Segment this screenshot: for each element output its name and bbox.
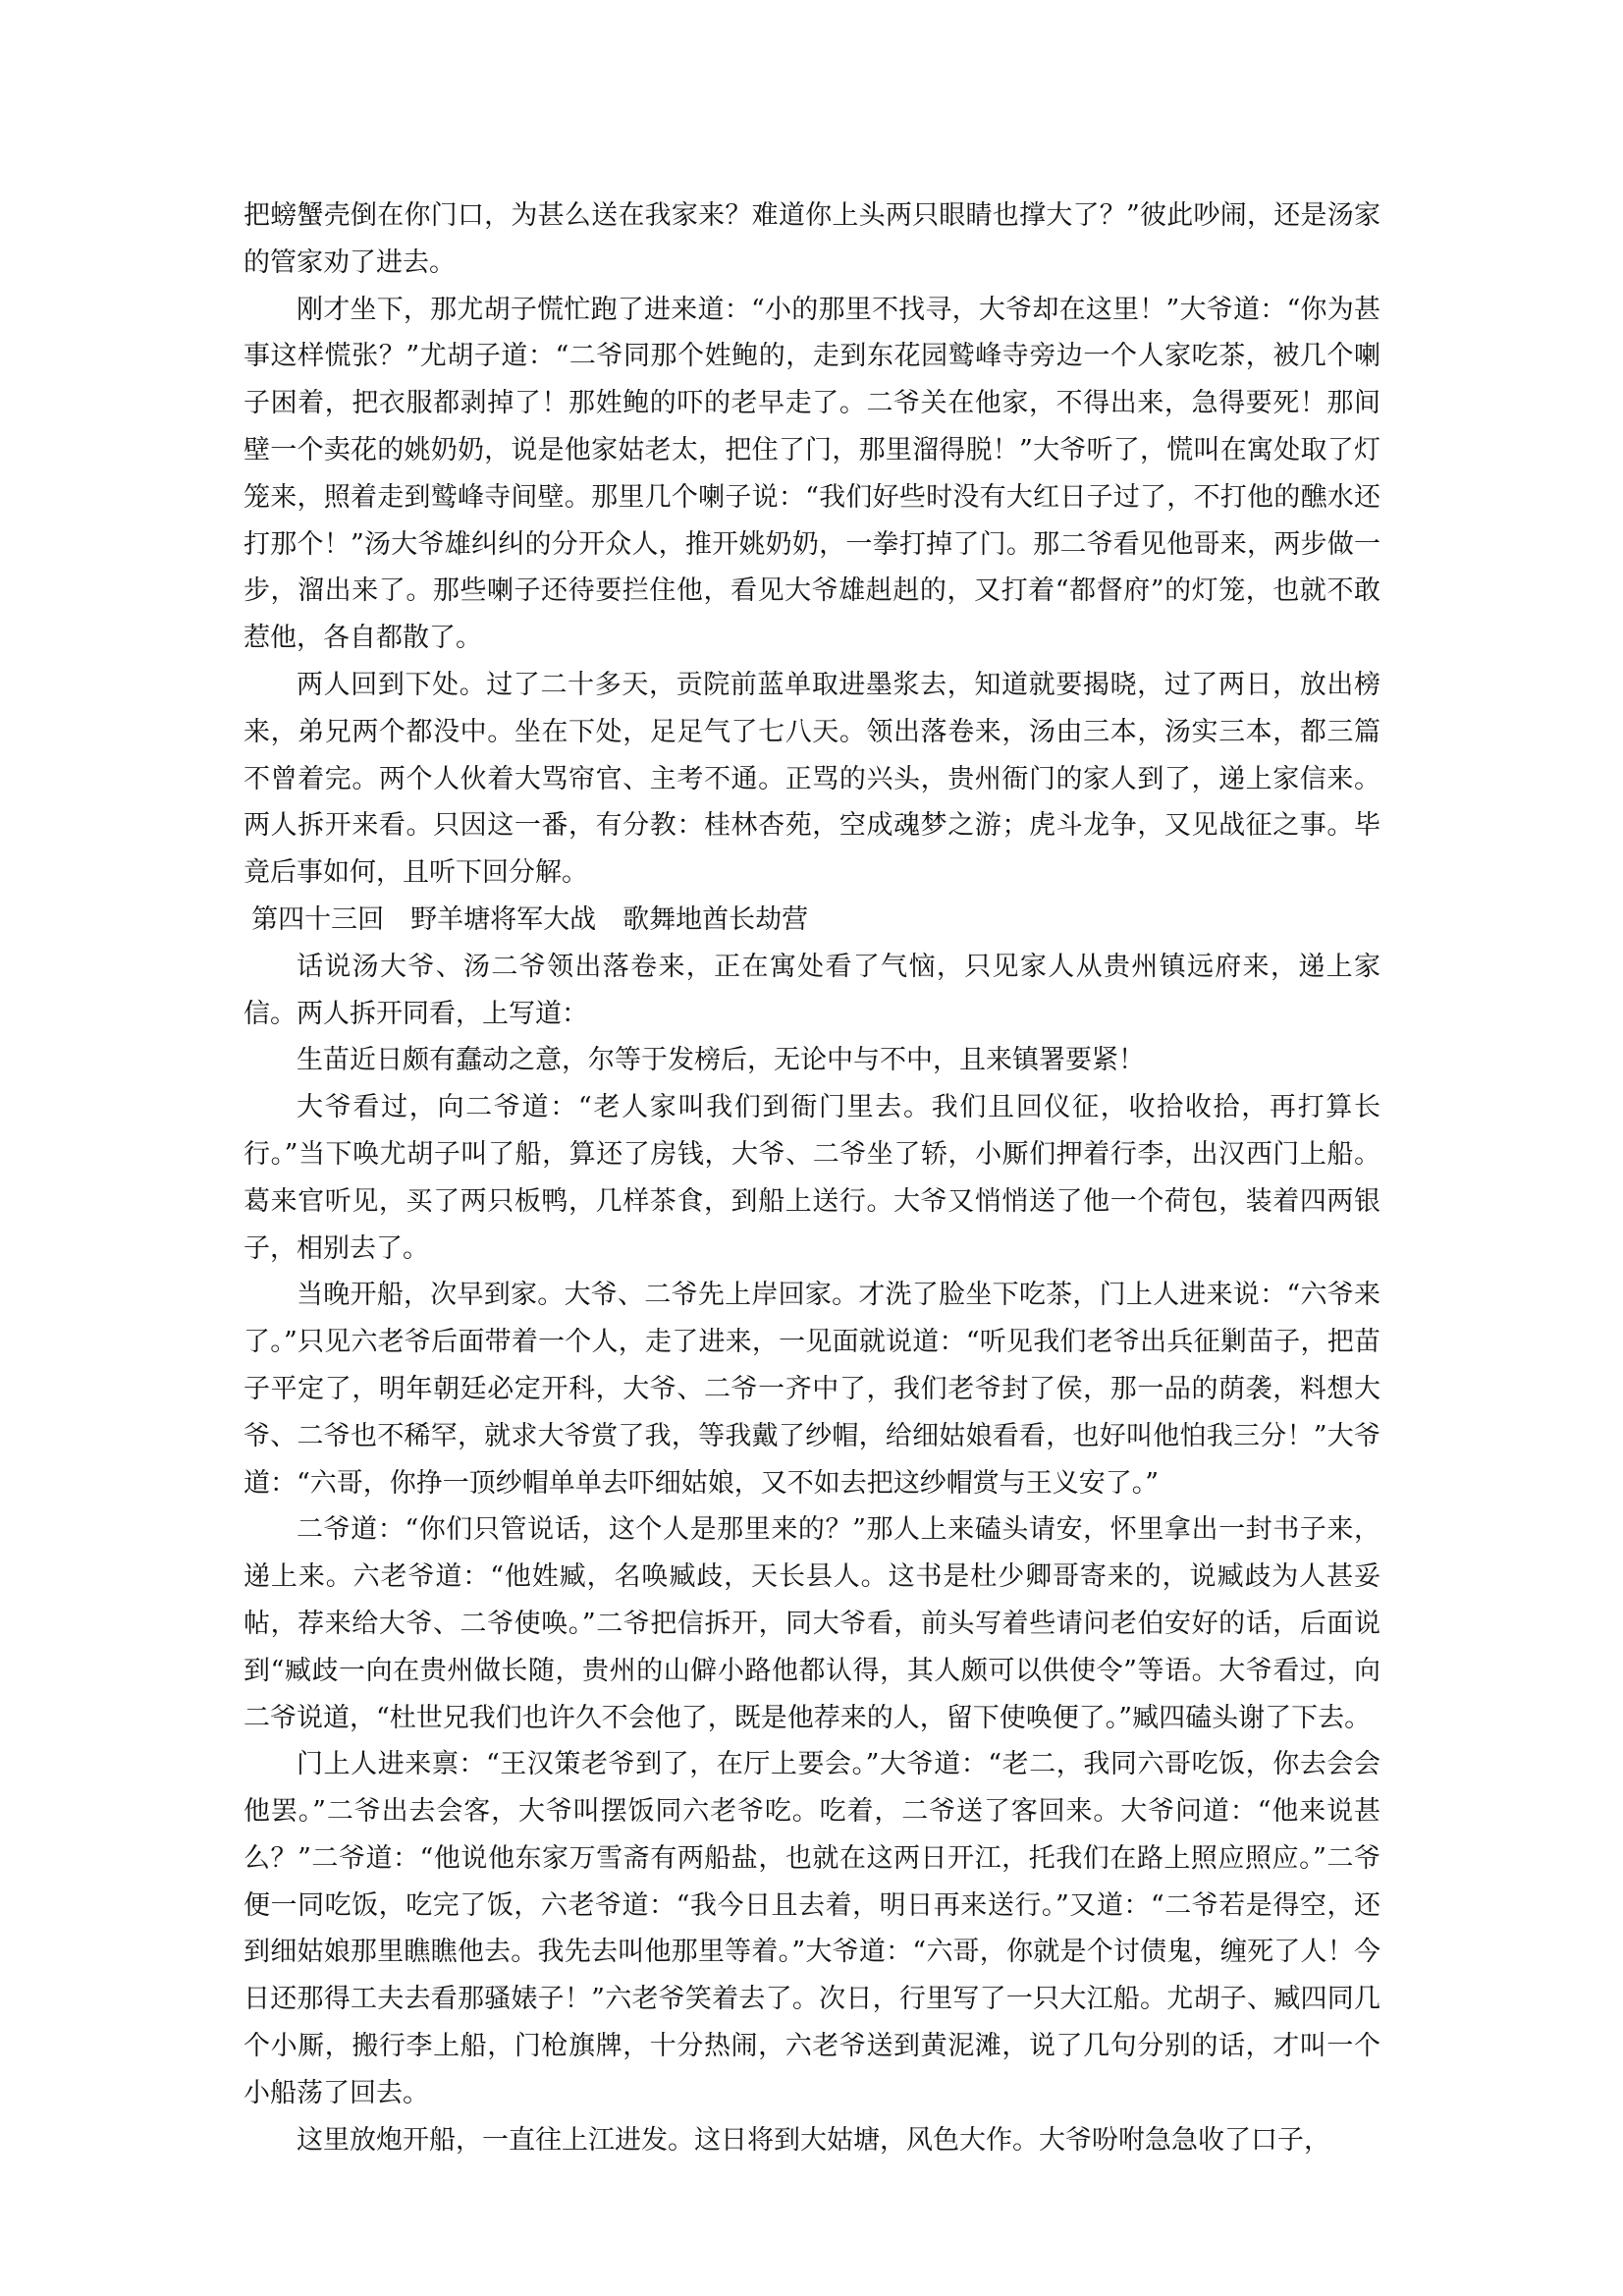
paragraph: 话说汤大爷、汤二爷领出落卷来，正在寓处看了气恼，只见家人从贵州镇远府来，递上家信。两人拆开同看，上写道： [243,951,1380,1029]
letter-quote: 生苗近日颇有蠢动之意，尔等于发榜后，无论中与不中，且来镇署要紧！ [297,1045,1145,1076]
paragraph: 两人回到下处。过了二十多天，贡院前蓝单取进墨浆去，知道就要揭晓，过了两日，放出榜来，弟兄两个都没中。坐在下处，足足气了七八天。领出落卷来，汤由三本，汤实三本，都三篇不曾着完。两个人伙着大骂帘官、主考不通。正骂的兴头，贵州衙门的家人到了，递上家信来。两人拆开来看。只因这一番，有分教：桂林杏苑，空成魂梦之游；虎斗龙争，又见战征之事。毕竟后事如何，且听下回分解。 [243,669,1380,889]
paragraph-continued: 把螃蟹壳倒在你门口，为甚么送在我家来？难道你上头两只眼睛也撑大了？”彼此吵闹，还是汤家的管家劝了进去。 [243,200,1380,278]
paragraph: 门上人进来禀：“王汉策老爷到了，在厅上要会。”大爷道：“老二，我同六哥吃饭，你去会会他罢。”二爷出去会客，大爷叫摆饭同六老爷吃。吃着，二爷送了客回来。大爷问道：“他来说甚么？”二爷道：“他说他东家万雪斋有两船盐，也就在这两日开江，托我们在路上照应照应。”二爷便一同吃饭，吃完了饭，六老爷道：“我今日且去着，明日再来送行。”又道：“二爷若是得空，还到细姑娘那里瞧瞧他去。我先去叫他那里等着。”大爷道：“六哥，你就是个讨债鬼，缠死了人！今日还那得工夫去看那骚婊子！”六老爷笑着去了。次日，行里写了一只大江船。尤胡子、臧四同几个小厮，搬行李上船，门枪旗牌，十分热闹，六老爷送到黄泥滩，说了几句分别的话，才叫一个小船荡了回去。 [243,1749,1380,2108]
paragraph: 这里放炮开船，一直往上江进发。这日将到大姑塘，风色大作。大爷吩咐急急收了口子， [297,2124,1330,2156]
document-page [243,192,1380,2163]
paragraph: 当晚开船，次早到家。大爷、二爷先上岸回家。才洗了脸坐下吃茶，门上人进来说：“六爷来了。”只见六老爷后面带着一个人，走了进来，一见面就说道：“听见我们老爷出兵征剿苗子，把苗子平定了，明年朝廷必定开科，大爷、二爷一齐中了，我们老爷封了侯，那一品的荫袭，料想大爷、二爷也不稀罕，就求大爷赏了我，等我戴了纱帽，给细姑娘看看，也好叫他怕我三分！”大爷道：“六哥，你挣一顶纱帽单单去吓细姑娘，又不如去把这纱帽赏与王义安了。” [243,1280,1380,1499]
chapter-title: 第四十三回 野羊塘将军大战 歌舞地酋长劫营 [251,903,809,935]
paragraph: 二爷道：“你们只管说话，这个人是那里来的？”那人上来磕头请安，怀里拿出一封书子来，递上来。六老爷道：“他姓臧，名唤臧歧，天长县人。这书是杜少卿哥寄来的，说臧歧为人甚妥帖，荐来给大爷、二爷使唤。”二爷把信拆开，同大爷看，前头写着些请问老伯安好的话，后面说到“臧歧一向在贵州做长随，贵州的山僻小路他都认得，其人颇可以供使令”等语。大爷看过，向二爷说道，“杜世兄我们也许久不会他了，既是他荐来的人，留下使唤便了。”臧四磕头谢了下去。 [243,1514,1380,1733]
paragraph: 大爷看过，向二爷道：“老人家叫我们到衙门里去。我们且回仪征，收拾收拾，再打算长行。”当下唤尤胡子叫了船，算还了房钱，大爷、二爷坐了轿，小厮们押着行李，出汉西门上船。葛来官听见，买了两只板鸭，几样茶食，到船上送行。大爷又悄悄送了他一个荷包，装着四两银子，相别去了。 [243,1092,1380,1264]
paragraph: 刚才坐下，那尤胡子慌忙跑了进来道：“小的那里不找寻，大爷却在这里！”大爷道：“你为甚事这样慌张？”尤胡子道：“二爷同那个姓鲍的，走到东花园鹫峰寺旁边一个人家吃茶，被几个喇子困着，把衣服都剥掉了！那姓鲍的吓的老早走了。二爷关在他家，不得出来，急得要死！那间壁一个卖花的姚奶奶，说是他家姑老太，把住了门，那里溜得脱！”大爷听了，慌叫在寓处取了灯笼来，照着走到鹫峰寺间壁。那里几个喇子说：“我们好些时没有大红日子过了，不打他的醮水还打那个！”汤大爷雄纠纠的分开众人，推开姚奶奶，一拳打掉了门。那二爷看见他哥来，两步做一步，溜出来了。那些喇子还待要拦住他，看见大爷雄赳赳的，又打着“都督府”的灯笼，也就不敢惹他，各自都散了。 [243,294,1380,654]
